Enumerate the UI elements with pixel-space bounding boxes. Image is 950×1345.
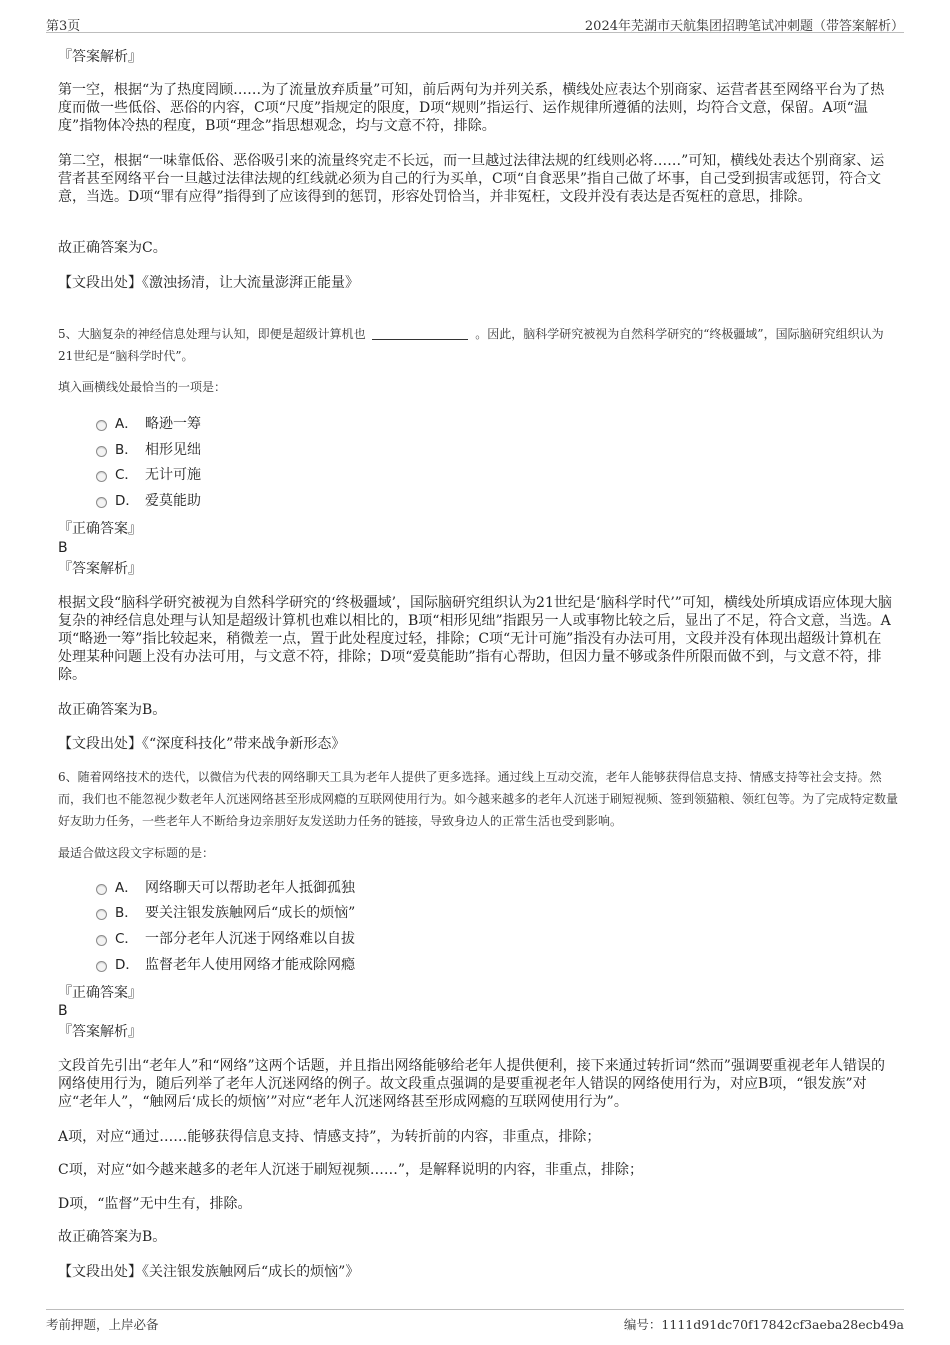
q5-option-d[interactable]: D． 爱莫能助 — [96, 491, 201, 511]
q6-answer: B — [58, 1003, 68, 1019]
q6-analysis: 文段首先引出“老年人”和“网络”这两个话题，并且指出网络能够给老年人提供便利，接下来通过转折词“然而”强调要重视老年人错误的网络使用行为，随后列举了老年人沉迷网络的例子。故文段重点强调的是要重视老年人错误的网络使用行为，对应B项，“银发族”对应“老年人”，“触网后‘成长的烦恼’”对应“老年人沉迷网络甚至形成网瘾的互联网使用行为”。 — [58, 1058, 885, 1110]
q5-option-a[interactable]: A． 略逊一筹 — [96, 414, 201, 434]
q6-note-a: A项，对应“通过……能够获得信息支持、情感支持”，为转折前的内容，非重点，排除； — [58, 1129, 601, 1145]
radio-icon[interactable] — [96, 935, 107, 946]
q5-analysis: 根据文段“脑科学研究被视为自然科学研究的‘终极疆域’，国际脑研究组织认为21世纪是‘脑科学时代’”可知，横线处所填成语应体现大脑复杂的神经信息处理与认知是超级计算机也难以相比的，B项“相形见绌”指跟另一人或事物比较之后，显出了不足，符合文意，当选。A项“略逊一筹”指比较起来，稍微差一点，置于此处程度过轻，排除；C项“无计可施”指没有办法可用，文段并没有体现出超级计算机在处理某种问题上没有办法可用，与文意不符，排除；D项“爱莫能助”指有心帮助，但因力量不够或条件所限而做不到，与文意不符，排除。 — [58, 595, 892, 683]
radio-icon[interactable] — [96, 884, 107, 895]
radio-icon[interactable] — [96, 497, 107, 508]
q6-note-d: D项，“监督”无中生有，排除。 — [58, 1196, 252, 1212]
q4-analysis-label: 『答案解析』 — [58, 49, 142, 65]
q5-correct-label: 『正确答案』 — [58, 521, 142, 537]
q4-source: 【文段出处】《激浊扬清，让大流量澎湃正能量》 — [58, 275, 359, 291]
document-code: 编号：1111d91dc70f17842cf3aeba28ecb49a — [623, 1317, 904, 1332]
page-footer — [46, 1309, 904, 1333]
q6-prompt: 最适合做这段文字标题的是： — [58, 846, 215, 860]
q6-conclusion: 故正确答案为B。 — [58, 1229, 167, 1245]
q4-analysis-p2: 第二空，根据“一味靠低俗、恶俗吸引来的流量终究走不长远，而一旦越过法律法规的红线则必将……”可知，横线处表达个别商家、运营者甚至网络平台一旦越过法律法规的红线就必须为自己的行为买单，C项“自食恶果”指自己做了坏事，自己受到损害或惩罚，符合文意，当选。D项“罪有应得”指得到了应该得到的惩罚，形容处罚恰当，并非冤枉，文段并没有表达是否冤枉的意思，排除。 — [58, 153, 885, 205]
radio-icon[interactable] — [96, 446, 107, 457]
q5-option-b[interactable]: B． 相形见绌 — [96, 440, 201, 460]
q6-stem: 6、随着网络技术的迭代，以微信为代表的网络聊天工具为老年人提供了更多选择。通过线上互动交流，老年人能够获得信息支持、情感支持等社会支持。然而，我们也不能忽视少数老年人沉迷网络甚至形成网瘾的互联网使用行为。如今越来越多的老年人沉迷于刷短视频、签到领猫粮、领红包等。为了完成特定数量好友助力任务，一些老年人不断给身边亲朋好友发送助力任务的链接，导致身边人的正常生活也受到影响。 — [58, 770, 899, 828]
radio-icon[interactable] — [96, 471, 107, 482]
q5-source: 【文段出处】《“深度科技化”带来战争新形态》 — [58, 736, 346, 752]
q5-option-c[interactable]: C． 无计可施 — [96, 465, 201, 485]
q4-conclusion: 故正确答案为C。 — [58, 240, 167, 256]
radio-icon[interactable] — [96, 909, 107, 920]
q6-correct-label: 『正确答案』 — [58, 985, 142, 1001]
radio-icon[interactable] — [96, 961, 107, 972]
q5-stem-after: 。因此，脑科学研究被视为自然科学研究的“终极疆域”，国际脑研究组织认为21世纪是“脑科学时代”。 — [58, 327, 884, 363]
q5-prompt: 填入画横线处最恰当的一项是： — [58, 380, 227, 394]
footer-slogan: 考前押题，上岸必备 — [46, 1317, 159, 1332]
q5-blank — [372, 326, 468, 340]
q5-conclusion: 故正确答案为B。 — [58, 702, 167, 718]
q6-option-b[interactable]: B． 要关注银发族触网后“成长的烦恼” — [96, 903, 355, 923]
radio-icon[interactable] — [96, 420, 107, 431]
document-title: 2024年芜湖市天航集团招聘笔试冲刺题（带答案解析） — [584, 19, 904, 34]
q4-analysis-p1: 第一空，根据“为了热度罔顾……为了流量放弃质量”可知，前后两句为并列关系，横线处应表达个别商家、运营者甚至网络平台为了热度而做一些低俗、恶俗的内容，C项“尺度”指规定的限度，D项“规则”指运行、运作规律所遵循的法则，均符合文意，保留。A项“温度”指物体冷热的程度，B项“理念”指思想观念，均与文意不符，排除。 — [58, 82, 885, 134]
q5-stem — [58, 323, 898, 367]
q6-option-a[interactable]: A． 网络聊天可以帮助老年人抵御孤独 — [96, 878, 355, 898]
q6-analysis-label: 『答案解析』 — [58, 1024, 142, 1040]
q6-note-c: C项，对应“如今越来越多的老年人沉迷于刷短视频……”，是解释说明的内容，非重点，排除； — [58, 1162, 644, 1178]
q5-stem-before: 5、大脑复杂的神经信息处理与认知，即便是超级计算机也 — [58, 327, 366, 341]
q6-option-d[interactable]: D． 监督老年人使用网络才能戒除网瘾 — [96, 955, 355, 975]
q6-option-c[interactable]: C． 一部分老年人沉迷于网络难以自拔 — [96, 929, 355, 949]
page-number: 第3页 — [46, 19, 81, 34]
q5-answer: B — [58, 540, 68, 556]
q5-analysis-label: 『答案解析』 — [58, 561, 142, 577]
page-header — [46, 13, 904, 33]
q6-source: 【文段出处】《关注银发族触网后“成长的烦恼”》 — [58, 1264, 360, 1280]
